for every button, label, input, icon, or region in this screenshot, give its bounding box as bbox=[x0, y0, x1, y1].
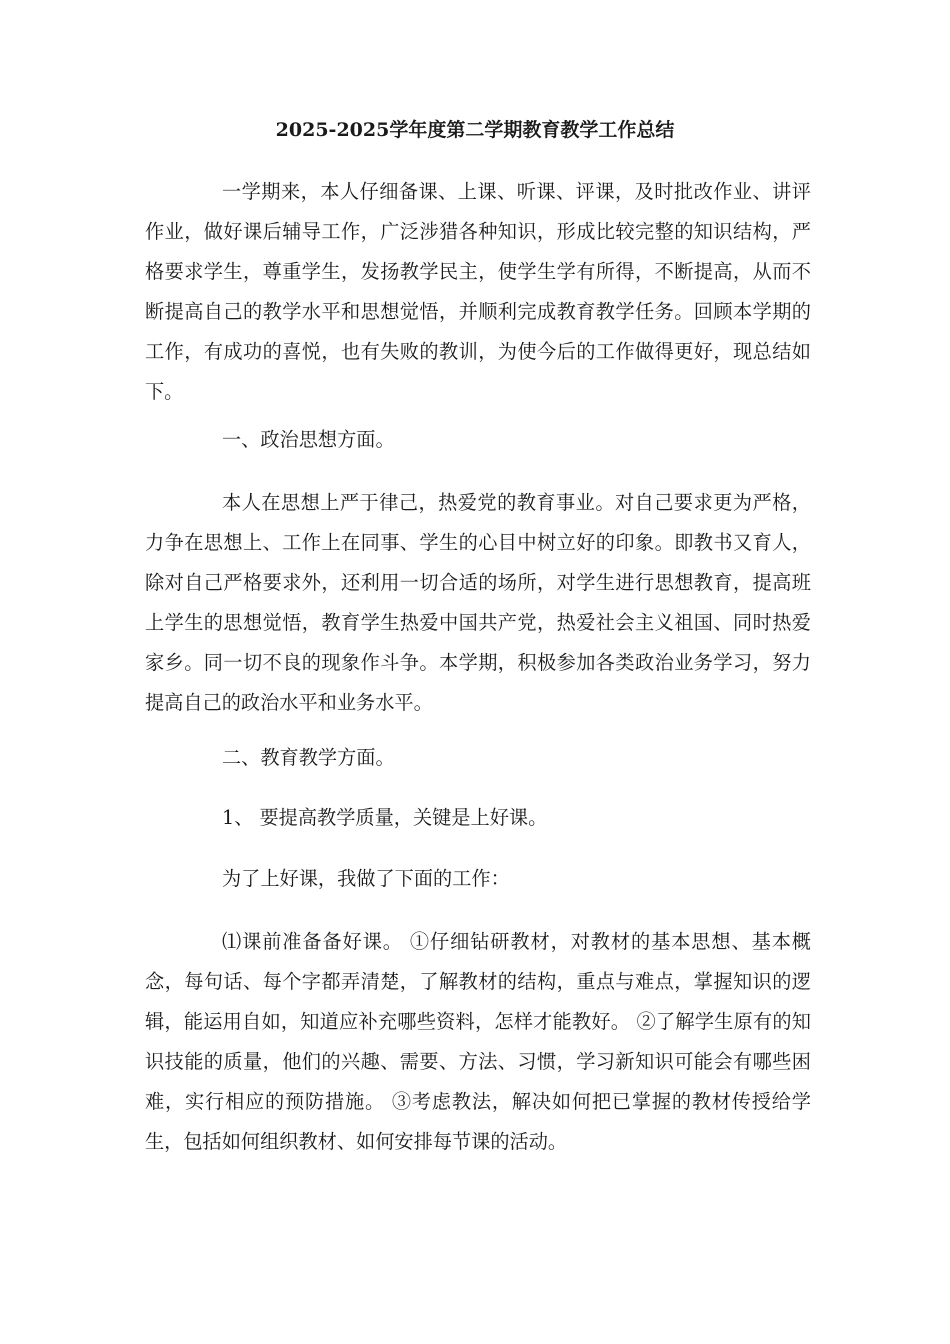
document-title: 2025-2025学年度第二学期教育教学工作总结 bbox=[275, 119, 675, 141]
political-paragraph: 本人在思想上严于律己，热爱党的教育事业。对自己要求更为严格，力争在思想上、工作上在同事、学生的心目中树立好的印象。即教书又育人，除对自己严格要求外，还利用一切合适的场所，对学生进行思想教育，提高班上学生的思想觉悟，教育学生热爱中国共产党，热爱社会主义祖国、同时热爱家乡。同一切不良的现象作斗争。本学期，积极参加各类政治业务学习，努力提高自己的政治水平和业务水平。 bbox=[145, 491, 811, 714]
lead-in-paragraph: 为了上好课，我做了下面的工作： bbox=[222, 867, 510, 890]
lesson-prep-paragraph: ⑴课前准备备好课。 ①仔细钻研教材，对教材的基本思想、基本概念，每句话、每个字都弄清楚，了解教材的结构，重点与难点，掌握知识的逻辑，能运用自如，知道应补充哪些资料，怎样才能教好。 ②了解学生原有的知识技能的质量，他们的兴趣、需要、方法、习惯，学习新知识可能会有哪些困难，实行相应的预防措施。 ③考虑教法，解决如何把已掌握的教材传授给学生，包括如何组织教材、如何安排每节课的活动。 bbox=[145, 930, 811, 1153]
intro-paragraph: 一学期来，本人仔细备课、上课、听课、评课，及时批改作业、讲评作业，做好课后辅导工作，广泛涉猎各种知识，形成比较完整的知识结构，严格要求学生，尊重学生，发扬教学民主，使学生学有所得，不断提高，从而不断提高自己的教学水平和思想觉悟，并顺利完成教育教学任务。回顾本学期的工作，有成功的喜悦，也有失败的教训，为使今后的工作做得更好，现总结如下。 bbox=[145, 180, 811, 403]
section-heading-political: 一、政治思想方面。 bbox=[222, 428, 395, 451]
section-heading-teaching: 二、教育教学方面。 bbox=[222, 746, 395, 769]
list-item-1: 1、 要提高教学质量，关键是上好课。 bbox=[222, 806, 548, 829]
